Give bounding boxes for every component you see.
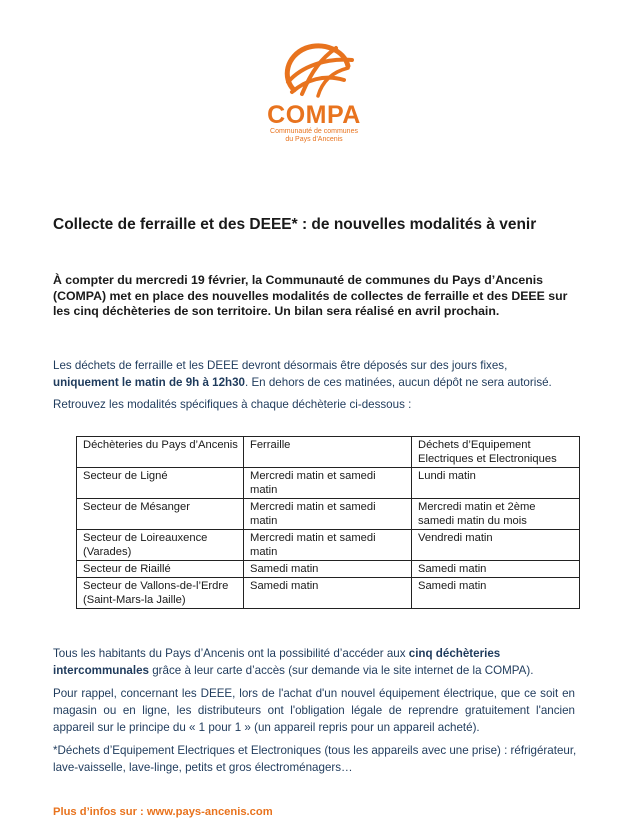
table-cell: Secteur de Vallons-de-l’Erdre (Saint-Mars-la Jaille) xyxy=(77,578,244,609)
page-title: Collecte de ferraille et des DEEE* : de nouvelles modalités à venir xyxy=(53,216,537,233)
lead-paragraph: À compter du mercredi 19 février, la Communauté de communes du Pays d’Ancenis (COMPA) met en place des nouvelles modalités de collectes de ferraille et des DEEE sur les cinq déchèteries de son territoire. Un bilan sera réalisé en avril prochain. xyxy=(53,273,568,318)
table-cell: Mercredi matin et samedi matin xyxy=(244,499,412,530)
table-cell: Vendredi matin xyxy=(412,530,580,561)
table-row xyxy=(77,578,580,609)
brand-tagline-line2: du Pays d'Ancenis xyxy=(285,136,343,143)
table-cell: Secteur de Loireauxence (Varades) xyxy=(77,530,244,561)
table-header-cell: Déchèteries du Pays d’Ancenis xyxy=(77,437,244,468)
table-row xyxy=(77,530,580,561)
brand-tagline-line1: Communauté de communes xyxy=(270,128,358,135)
table-header-cell: Déchets d’Equipement Electriques et Electroniques xyxy=(412,437,580,468)
table-row xyxy=(77,468,580,499)
more-info-link[interactable]: Plus d’infos sur : www.pays-ancenis.com xyxy=(53,806,273,818)
table-header-cell: Ferraille xyxy=(244,437,412,468)
table-cell: Samedi matin xyxy=(412,578,580,609)
table-header-row xyxy=(77,437,580,468)
table-cell: Secteur de Riaillé xyxy=(77,561,244,578)
deee-reminder-paragraph: Pour rappel, concernant les DEEE, lors de l'achat d'un nouvel équipement électrique, que ce soit en magasin ou en ligne, les distributeurs ont l'obligation légale de reprendre gratuitement l'ancien appareil sur le principe du « 1 pour 1 » (un appareil repris pour un appareil acheté). xyxy=(53,687,575,734)
table-row xyxy=(77,499,580,530)
compa-globe-icon xyxy=(272,40,356,98)
table-cell: Secteur de Mésanger xyxy=(77,499,244,530)
schedule-note-bold: uniquement le matin de 9h à 12h30 xyxy=(53,376,245,389)
schedule-note xyxy=(53,357,573,391)
table-cell: Samedi matin xyxy=(412,561,580,578)
access-text2: grâce à leur carte d’accès (sur demande via le site internet de la COMPA). xyxy=(149,664,534,677)
table-row xyxy=(77,561,580,578)
table-cell: Mercredi matin et 2ème samedi matin du mois xyxy=(412,499,580,530)
table-cell: Mercredi matin et samedi matin xyxy=(244,468,412,499)
table-intro: Retrouvez les modalités spécifiques à chaque déchèterie ci-dessous : xyxy=(53,398,412,411)
deee-footnote: *Déchets d’Equipement Electriques et Electroniques (tous les appareils avec une prise) : réfrigérateur, lave-vaisselle, lave-linge, petits et gros électroménagers… xyxy=(53,744,577,774)
access-paragraph xyxy=(53,645,578,679)
access-text1: Tous les habitants du Pays d’Ancenis ont la possibilité d’accéder aux xyxy=(53,647,409,660)
schedule-table xyxy=(76,436,580,609)
access-bold: cinq déchèteries intercommunales xyxy=(53,647,501,677)
table-cell: Mercredi matin et samedi matin xyxy=(244,530,412,561)
brand-name: COMPA xyxy=(267,101,361,129)
table-cell: Lundi matin xyxy=(412,468,580,499)
schedule-note-text1: Les déchets de ferraille et les DEEE devront désormais être déposés sur des jours fixes, xyxy=(53,359,508,372)
table-cell: Samedi matin xyxy=(244,561,412,578)
compa-logo xyxy=(262,40,366,144)
table-cell: Samedi matin xyxy=(244,578,412,609)
schedule-note-text2: . En dehors de ces matinées, aucun dépôt ne sera autorisé. xyxy=(245,376,552,389)
table-cell: Secteur de Ligné xyxy=(77,468,244,499)
